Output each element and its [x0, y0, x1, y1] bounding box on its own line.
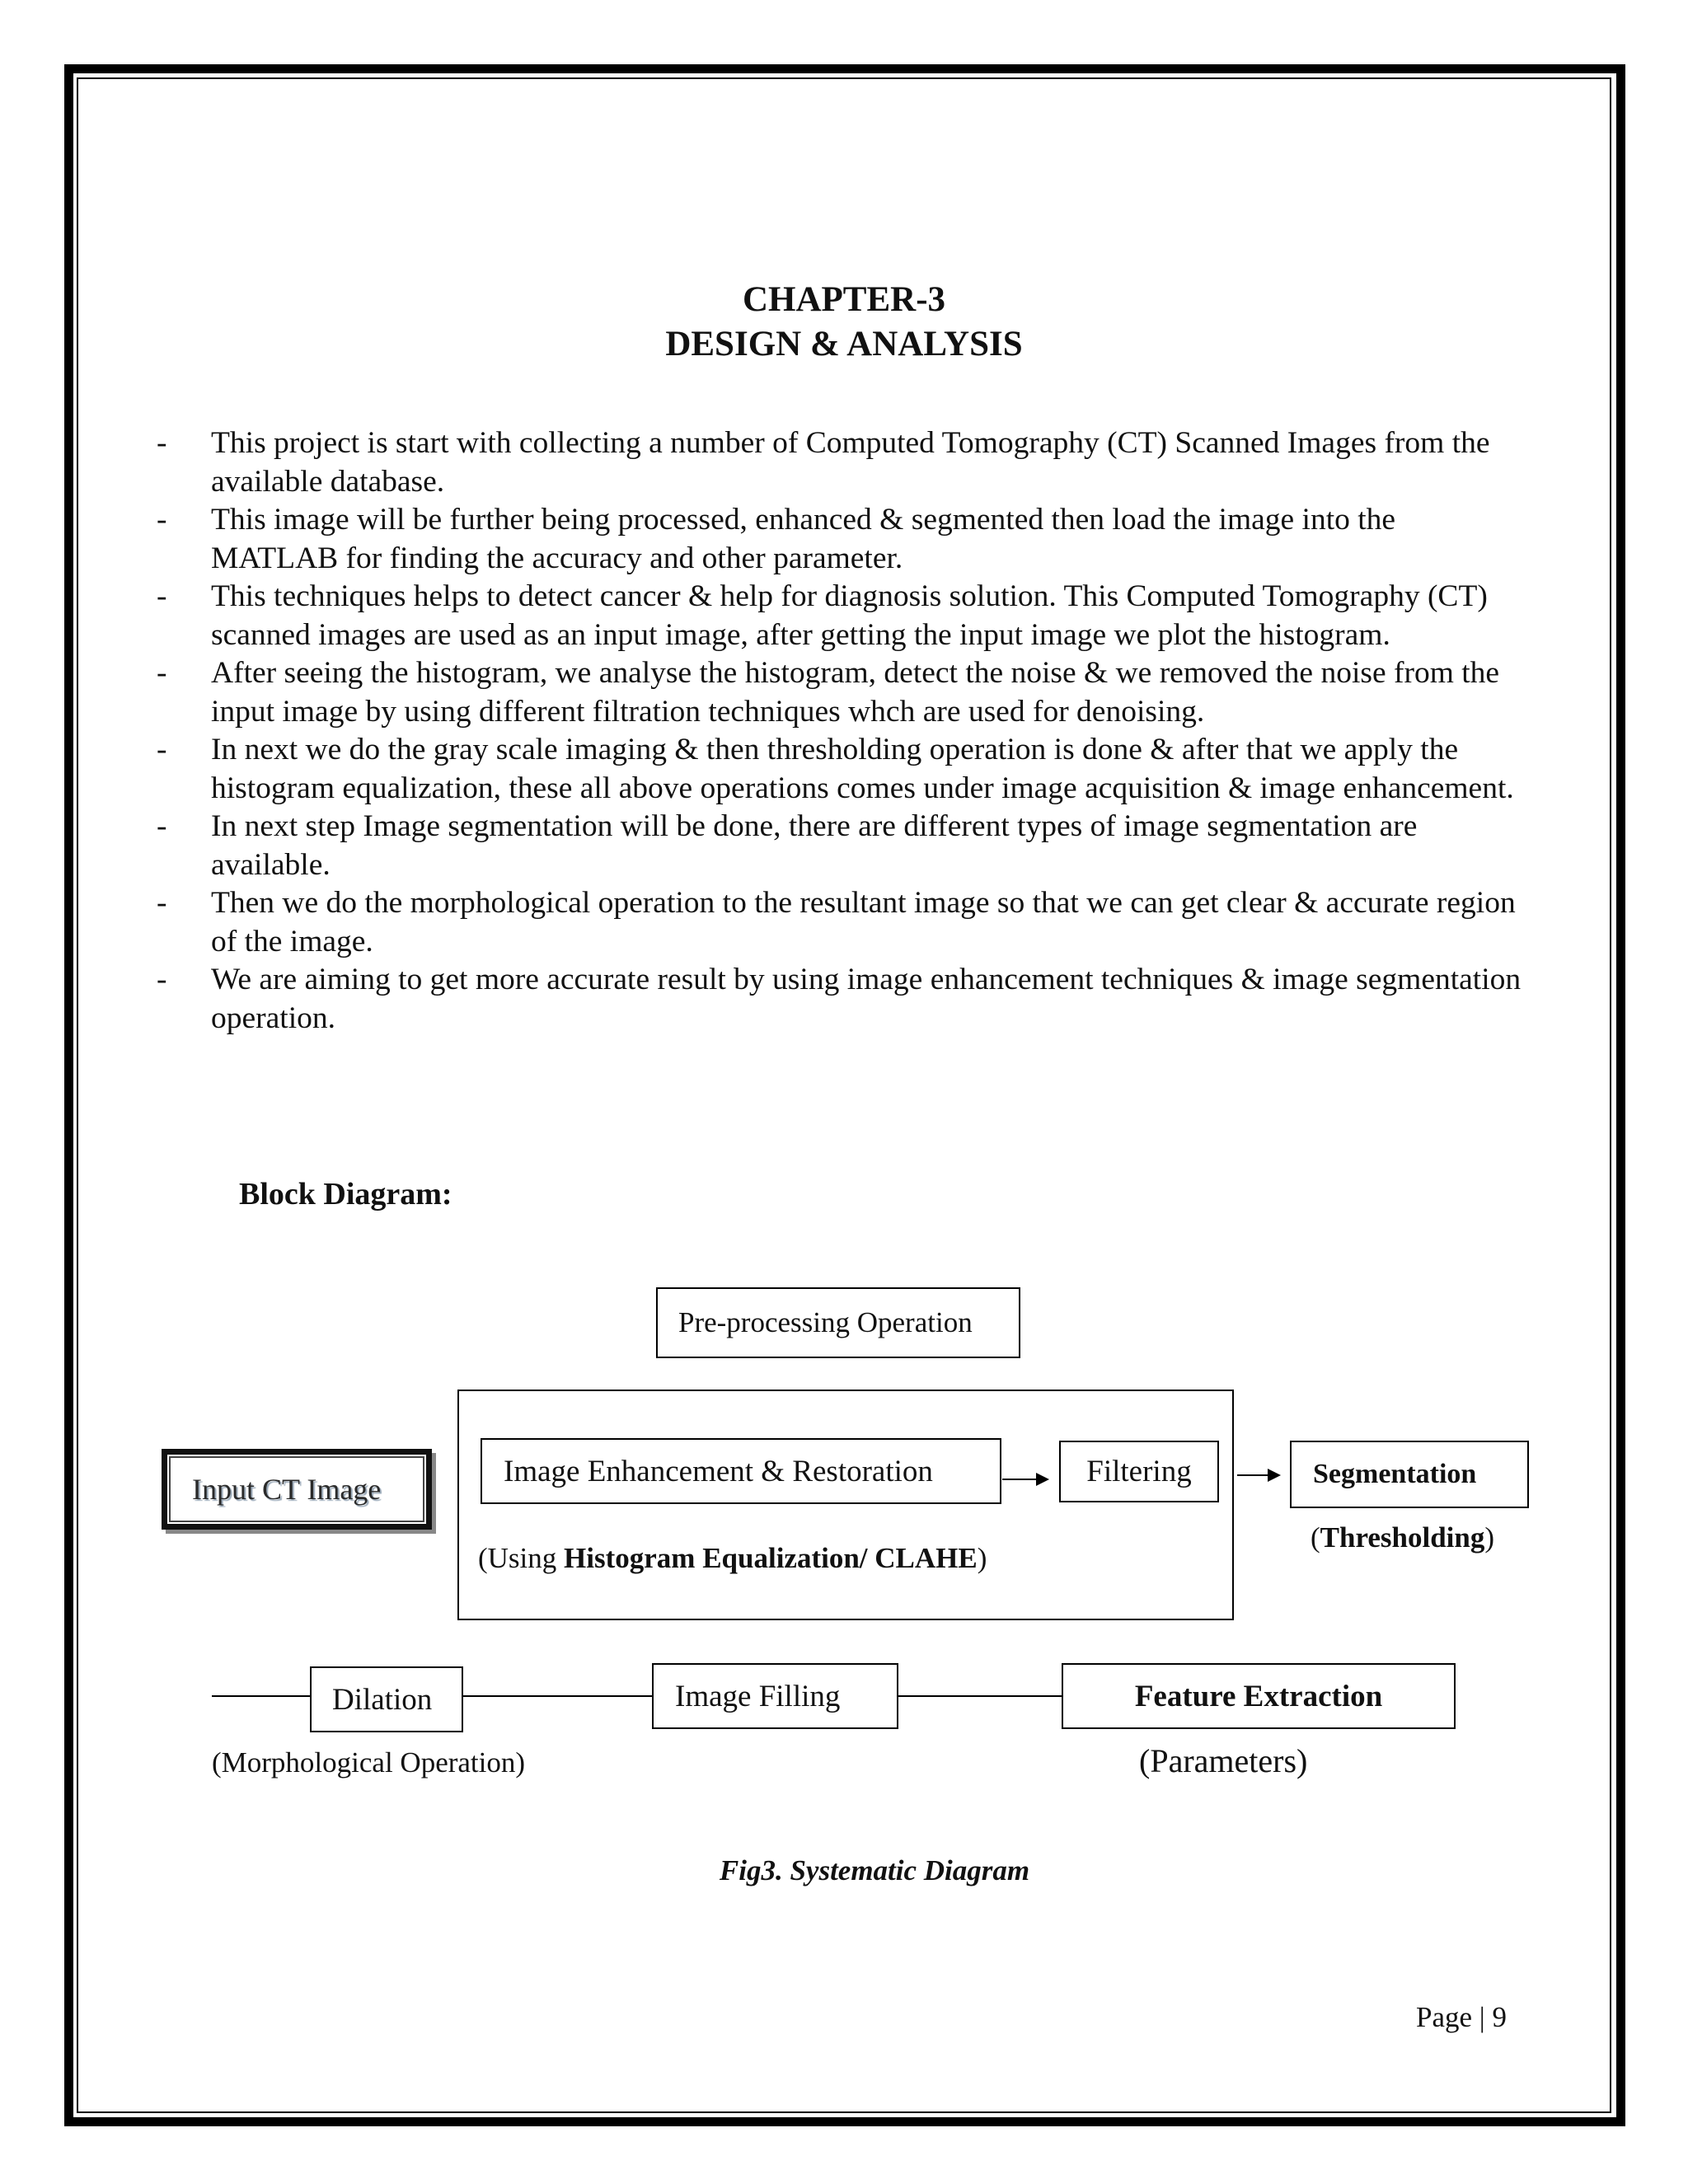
- dilation-box: [310, 1666, 463, 1732]
- list-item-text: This project is start with collecting a number of Computed Tomography (CT) Scanned Images from the available database.: [211, 426, 1490, 499]
- page-border-inner: [77, 77, 1611, 2113]
- note-suffix: ): [1484, 1521, 1495, 1554]
- note-suffix: ): [977, 1542, 987, 1574]
- list-item: [157, 501, 1525, 578]
- note-prefix: (Using: [478, 1542, 565, 1574]
- list-item: [157, 808, 1525, 884]
- list-item-text: In next step Image segmentation will be done, there are different types of image segmentation are available.: [211, 809, 1418, 882]
- enhancement-label: Image Enhancement & Restoration: [504, 1454, 933, 1488]
- filtering-label: Filtering: [1086, 1455, 1192, 1488]
- list-item: [157, 961, 1525, 1038]
- arrow-line: [1002, 1479, 1039, 1480]
- list-item: [157, 578, 1525, 654]
- bullet-dash: -: [157, 503, 167, 537]
- list-item: [157, 731, 1525, 808]
- list-item: [157, 424, 1525, 501]
- bullet-list: [157, 424, 1525, 1038]
- image-filling-box: [652, 1663, 898, 1729]
- list-item: [157, 654, 1525, 731]
- segmentation-label: Segmentation: [1313, 1459, 1477, 1489]
- figure-caption: Fig3. Systematic Diagram: [719, 1854, 1030, 1886]
- feature-extraction-box: [1062, 1663, 1456, 1729]
- bullet-dash: -: [157, 809, 167, 843]
- arrowhead-icon: [1268, 1469, 1281, 1482]
- list-item-text: We are aiming to get more accurate result by using image enhancement techniques & image segmentation operation.: [211, 963, 1522, 1035]
- arrow-line: [1237, 1474, 1270, 1476]
- list-item-text: This image will be further being processed, enhanced & segmented then load the image into the MATLAB for finding the accuracy and other parameter.: [211, 503, 1396, 575]
- filtering-box: [1059, 1441, 1219, 1502]
- chapter-title: DESIGN & ANALYSIS: [665, 325, 1023, 363]
- list-item-text: This techniques helps to detect cancer & help for diagnosis solution. This Computed Tomography (CT) scanned images are used as an input image, after getting the input image we plot the histogram.: [211, 579, 1488, 652]
- note-bold: Thresholding: [1320, 1521, 1485, 1554]
- list-item-text: Then we do the morphological operation to the resultant image so that we can get clear & accurate region of the image.: [211, 886, 1516, 958]
- feature-note: (Parameters): [1139, 1742, 1308, 1779]
- bullet-dash: -: [157, 656, 167, 690]
- dilation-label: Dilation: [332, 1682, 433, 1717]
- bullet-dash: -: [157, 426, 167, 460]
- list-item: [157, 884, 1525, 961]
- bullet-dash: -: [157, 963, 167, 996]
- segmentation-note: [1311, 1521, 1494, 1554]
- preprocessing-label: Pre-processing Operation: [678, 1306, 973, 1338]
- input-ct-image-label: Input CT Image: [192, 1473, 382, 1506]
- input-ct-image-box: [162, 1449, 432, 1530]
- preprocessing-box: [656, 1287, 1020, 1358]
- bullet-dash: -: [157, 579, 167, 613]
- block-diagram-heading: Block Diagram:: [239, 1177, 452, 1212]
- bullet-dash: -: [157, 886, 167, 920]
- chapter-number: CHAPTER-3: [742, 280, 946, 319]
- list-item-text: After seeing the histogram, we analyse the histogram, detect the noise & we removed the noise from the input image by using different filtration techniques whch are used for denoising.: [211, 656, 1500, 729]
- note-prefix: (: [1311, 1521, 1320, 1554]
- note-bold: Histogram Equalization/ CLAHE: [564, 1542, 978, 1574]
- arrowhead-icon: [1036, 1473, 1049, 1486]
- enhancement-box: [481, 1438, 1001, 1504]
- segmentation-box: [1290, 1441, 1529, 1508]
- preprocessing-group-box: [457, 1390, 1234, 1620]
- bullet-dash: -: [157, 733, 167, 766]
- page-number: Page | 9: [1416, 2001, 1507, 2033]
- image-filling-label: Image Filling: [675, 1679, 841, 1713]
- feature-extraction-label: Feature Extraction: [1134, 1679, 1383, 1713]
- enhancement-note: [478, 1542, 987, 1575]
- dilation-note: (Morphological Operation): [212, 1746, 526, 1779]
- list-item-text: In next we do the gray scale imaging & then thresholding operation is done & after that we apply the histogram equalization, these all above operations comes under image acquisition & image enhancement.: [211, 733, 1514, 805]
